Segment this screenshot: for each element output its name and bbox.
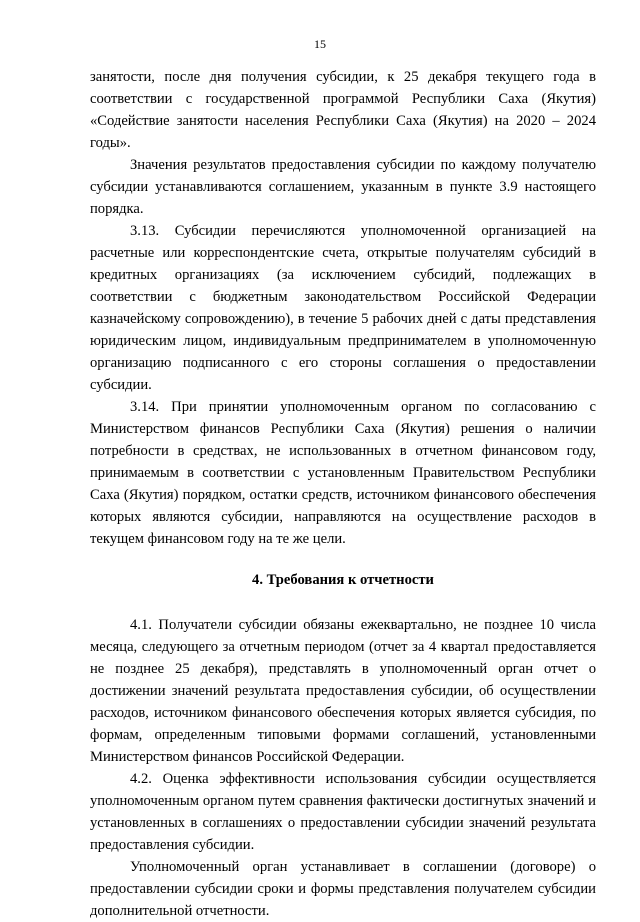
paragraph-results-values: Значения результатов предоставления субсидии по каждому получателю субсидии устанавливаются соглашением, указанным в пункте 3.9 настоящего порядка. bbox=[90, 157, 596, 217]
paragraph-continuation: занятости, после дня получения субсидии, к 25 декабря текущего года в соответствии с государственной программой Республики Саха (Якутия) «Содействие занятости населения Республики Саха (Якутия) на 2020 – 2024 годы». bbox=[90, 69, 596, 151]
paragraph-3-14: 3.14. При принятии уполномоченным органом по согласованию с Министерством финансов Республики Саха (Якутия) решения о наличии потребности в средствах, не использованных в отчетном финансовом году, принимаемым в соответствии с установленным Правительством Республики Саха (Якутия) порядком, остатки средств, источником финансового обеспечения которых являются субсидии, направляются на осуществление расходов в текущем финансовом году на те же цели. bbox=[90, 399, 596, 547]
paragraph-3-13: 3.13. Субсидии перечисляются уполномоченной организацией на расчетные или корреспондентские счета, открытые получателям субсидий в кредитных организациях (за исключением субсидий, подлежащих в соответствии с бюджетным законодательством Российской Федерации казначейскому сопровождению), в течение 5 рабочих дней с даты представления юридическим лицом, индивидуальным предпринимателем в уполномоченную организацию подписанного с его стороны соглашения о предоставлении субсидии. bbox=[90, 223, 596, 393]
paragraph-4-2: 4.2. Оценка эффективности использования субсидии осуществляется уполномоченным органом путем сравнения фактически достигнутых значений и установленных в соглашениях о предоставлении субсидии значений результата предоставления субсидии. bbox=[90, 771, 596, 853]
document-body bbox=[90, 66, 596, 922]
paragraph-4-1: 4.1. Получатели субсидии обязаны ежеквартально, не позднее 10 числа месяца, следующего за отчетным периодом (отчет за 4 квартал предоставляется не позднее 25 декабря), представлять в уполномоченный орган отчет о достижении значений результата предоставления субсидии, об осуществлении расходов, источником финансового обеспечения которых является субсидия, по формам, определенным типовыми формами соглашений, установленными Министерством финансов Российской Федерации. bbox=[90, 617, 596, 765]
page-number: 15 bbox=[314, 37, 326, 51]
section-heading-reporting: 4. Требования к отчетности bbox=[252, 572, 434, 588]
paragraph-additional-reporting: Уполномоченный орган устанавливает в соглашении (договоре) о предоставлении субсидии сроки и формы представления получателем субсидии дополнительной отчетности. bbox=[90, 859, 596, 919]
